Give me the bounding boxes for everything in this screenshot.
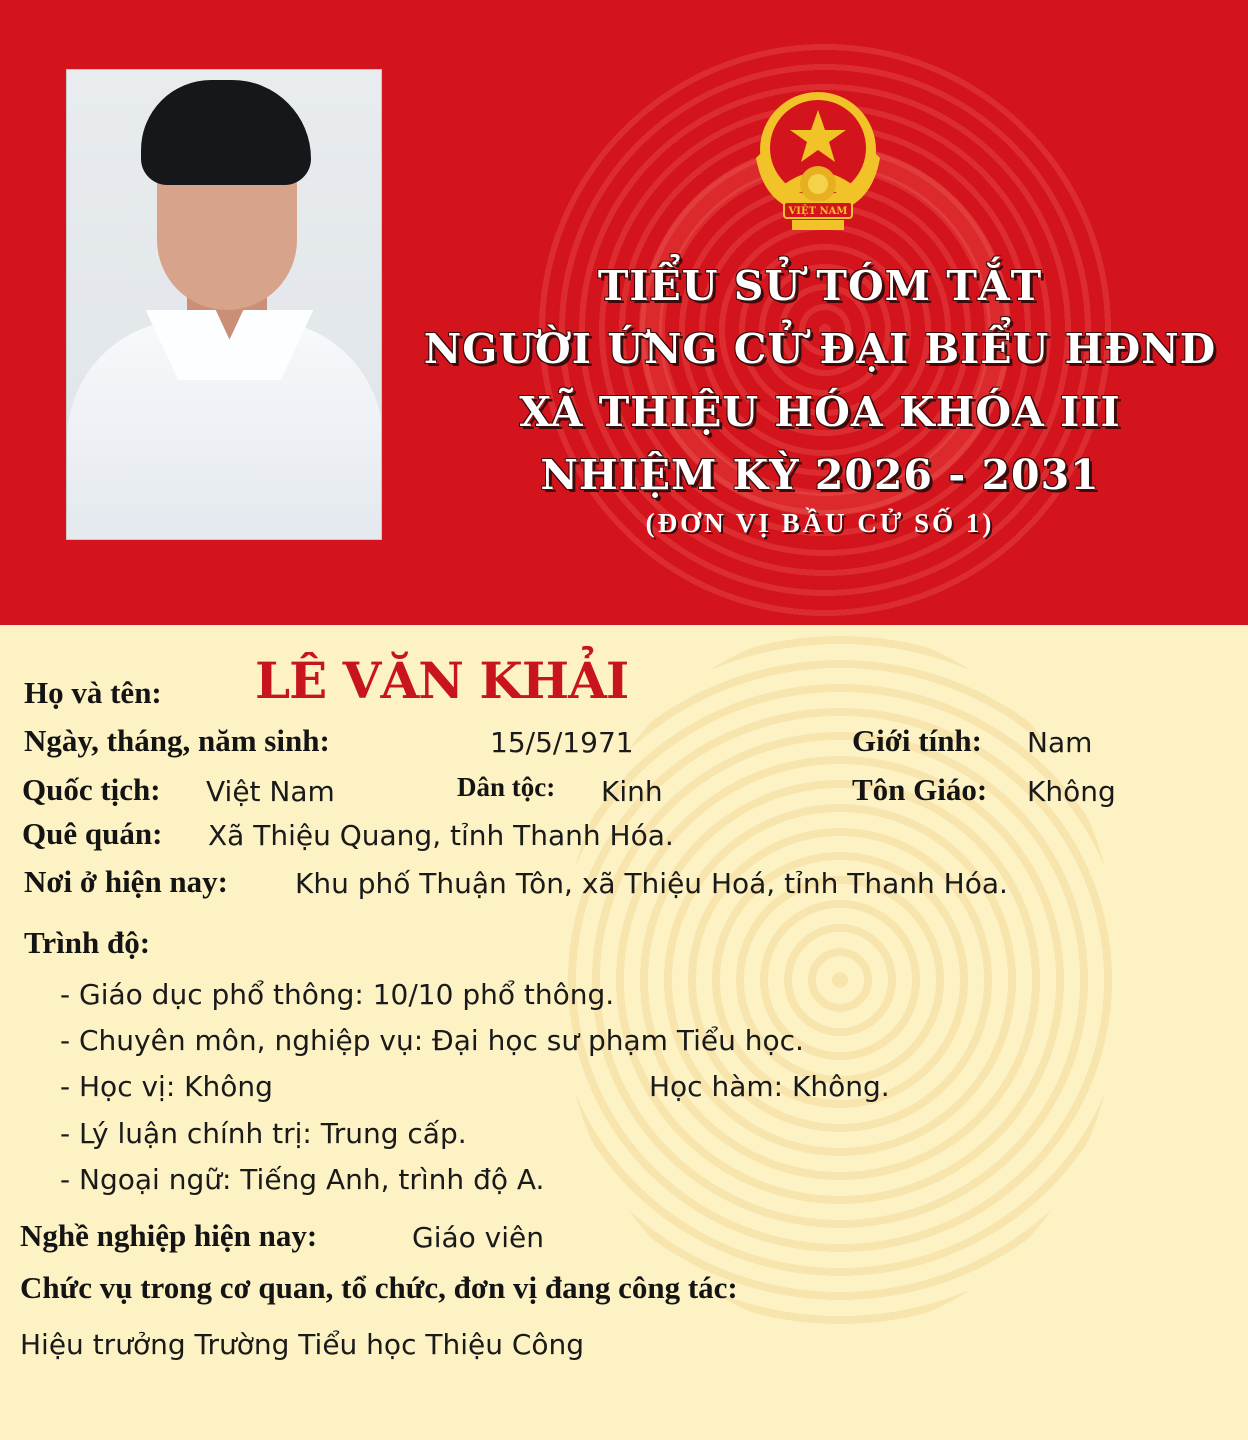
position-value: Hiệu trưởng Trường Tiểu học Thiệu Công bbox=[20, 1328, 585, 1361]
hometown-value: Xã Thiệu Quang, tỉnh Thanh Hóa. bbox=[208, 819, 674, 852]
religion-value: Không bbox=[1027, 775, 1116, 808]
occupation-label: Nghề nghiệp hiện nay: bbox=[20, 1218, 318, 1253]
ethnicity-value: Kinh bbox=[601, 775, 663, 808]
education-professional: - Chuyên môn, nghiệp vụ: Đại học sư phạm Tiểu học. bbox=[60, 1024, 804, 1057]
education-degree: - Học vị: Không bbox=[60, 1070, 273, 1103]
education-academic-title: Học hàm: Không. bbox=[649, 1070, 890, 1103]
residence-value: Khu phố Thuận Tôn, xã Thiệu Hoá, tỉnh Thanh Hóa. bbox=[295, 867, 1008, 900]
religion-label: Tôn Giáo: bbox=[852, 772, 988, 807]
residence-label: Nơi ở hiện nay: bbox=[24, 864, 228, 899]
svg-text:VIỆT NAM: VIỆT NAM bbox=[788, 206, 848, 217]
candidate-name: LÊ VĂN KHẢI bbox=[255, 651, 629, 710]
education-general: - Giáo dục phổ thông: 10/10 phổ thông. bbox=[60, 978, 615, 1011]
education-language: - Ngoại ngữ: Tiếng Anh, trình độ A. bbox=[60, 1163, 545, 1196]
hometown-label: Quê quán: bbox=[22, 816, 163, 851]
dob-label: Ngày, tháng, năm sinh: bbox=[24, 723, 330, 758]
nationality-value: Việt Nam bbox=[206, 775, 335, 808]
candidate-photo bbox=[66, 69, 382, 540]
electoral-unit-subtitle: (ĐƠN VỊ BẦU CỬ SỐ 1) bbox=[645, 508, 995, 538]
gender-label: Giới tính: bbox=[852, 723, 982, 758]
gender-value: Nam bbox=[1027, 726, 1093, 759]
title-line-3: XÃ THIỆU HÓA KHÓA III bbox=[519, 388, 1121, 436]
nationality-label: Quốc tịch: bbox=[22, 772, 161, 807]
dob-value: 15/5/1971 bbox=[490, 726, 634, 759]
document-title bbox=[420, 255, 1220, 507]
occupation-value: Giáo viên bbox=[412, 1221, 544, 1254]
title-line-4: NHIỆM KỲ 2026 - 2031 bbox=[540, 451, 1100, 499]
title-line-1: TIỂU SỬ TÓM TẮT bbox=[597, 262, 1043, 310]
title-line-2: NGƯỜI ỨNG CỬ ĐẠI BIỂU HĐND bbox=[423, 325, 1217, 373]
position-label: Chức vụ trong cơ quan, tổ chức, đơn vị đang công tác: bbox=[20, 1270, 738, 1305]
education-label: Trình độ: bbox=[24, 925, 151, 960]
ethnicity-label: Dân tộc: bbox=[457, 772, 556, 802]
national-emblem-icon bbox=[742, 88, 894, 240]
education-political: - Lý luận chính trị: Trung cấp. bbox=[60, 1117, 467, 1150]
header-banner bbox=[0, 0, 1248, 625]
name-label: Họ và tên: bbox=[24, 675, 162, 710]
